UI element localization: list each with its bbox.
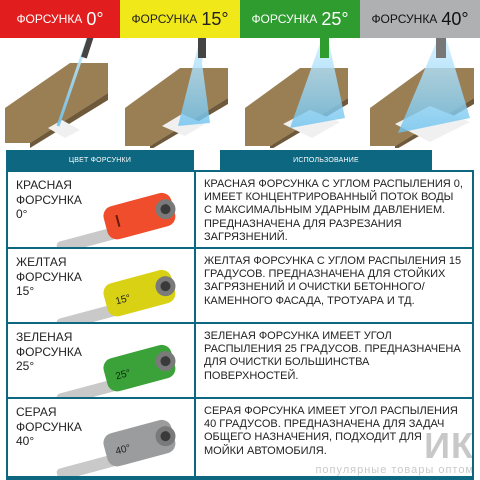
header-label: ФОРСУНКА [16, 12, 83, 26]
header-degree: 0° [86, 8, 104, 29]
header-segment-15deg [120, 0, 240, 38]
header-degree: 40° [441, 8, 469, 29]
spray-illustrations [0, 38, 480, 148]
nozzle-cell [8, 399, 194, 476]
header-label: ФОРСУНКА [131, 12, 198, 26]
nozzle-cell [8, 324, 194, 397]
table-row-yellow [8, 249, 472, 322]
svg-text:40°: 40° [114, 442, 132, 458]
svg-text:15°: 15° [114, 292, 132, 308]
usage-cell [196, 399, 472, 476]
watermark-logo: ИК [424, 425, 474, 466]
header-degree: 25° [321, 8, 349, 29]
spray-illustration-svg [0, 38, 480, 148]
nozzle-name: ЗЕЛЕНАЯ ФОРСУНКА 25° [16, 330, 82, 374]
table-row-gray [8, 399, 472, 476]
watermark-tagline: популярные товары оптом [315, 464, 474, 476]
header-degree: 15° [201, 8, 229, 29]
nozzle-table [6, 170, 474, 480]
nozzle-name: КРАСНАЯ ФОРСУНКА 0° [16, 178, 82, 222]
panel-40deg [370, 38, 474, 148]
nozzle-description: ЗЕЛЕНАЯ ФОРСУНКА ИМЕЕТ УГОЛ РАСПЫЛЕНИЯ 25 ГРАДУСОВ. ПРЕДНАЗНАЧЕНА ДЛЯ ОЧИСТКИ БОЛЬШИНСТВА ПОВЕРХНОСТЕЙ. [204, 330, 461, 382]
gray-nozzle-icon [56, 407, 186, 476]
usage-cell [196, 324, 472, 397]
table-row-red [8, 172, 472, 247]
nozzle-name: СЕРАЯ ФОРСУНКА 40° [16, 405, 82, 449]
panel-25deg [245, 38, 348, 148]
nozzle-description: ЖЕЛТАЯ ФОРСУНКА С УГЛОМ РАСПЫЛЕНИЯ 15 ГРАДУСОВ. ПРЕДНАЗНАЧЕНА ДЛЯ СТОЙКИХ ЗАГРЯЗНЕНИЙ И ОЧИСТКИ БЕТОННОГО/КАМЕННОГО ФАСАДА, ТРОТУАРА И ТД. [204, 255, 462, 307]
panel-15deg [125, 38, 228, 148]
subhead-nozzle-color: ЦВЕТ ФОРСУНКИ [6, 150, 194, 170]
svg-text:25°: 25° [114, 367, 132, 383]
header-label: ФОРСУНКА [251, 12, 318, 26]
nozzle-cell [8, 249, 194, 322]
header-segment-25deg [240, 0, 360, 38]
header-segment-0deg [0, 0, 120, 38]
usage-cell [196, 249, 472, 322]
nozzle-description: СЕРАЯ ФОРСУНКА ИМЕЕТ УГОЛ РАСПЫЛЕНИЯ 40 ГРАДУСОВ. ПРЕДНАЗНАЧЕНА ДЛЯ ЗАДАЧ ОБЩЕГО НАЗНАЧЕНИЯ, ПОДХОДИТ ДЛЯ МОЙКИ АВТОМОБИЛЯ. [204, 405, 458, 457]
nozzle-description: КРАСНАЯ ФОРСУНКА С УГЛОМ РАСПЫЛЕНИЯ 0, ИМЕЕТ КОНЦЕНТРИРОВАННЫЙ ПОТОК ВОДЫ С МАКСИМАЛЬНЫМ УДАРНЫМ ДАВЛЕНИЕМ. ПРЕДНАЗНАЧЕНА ДЛЯ РАЗРЕЗАНИЯ ЗАГРЯЗНЕНИЙ. [204, 178, 463, 243]
header-segment-40deg [360, 0, 480, 38]
nozzle-cell [8, 172, 194, 247]
panel-0deg [5, 38, 108, 148]
green-nozzle-icon [56, 332, 186, 397]
table-row-green [8, 324, 472, 397]
nozzle-name: ЖЕЛТАЯ ФОРСУНКА 15° [16, 255, 82, 299]
yellow-nozzle-icon [56, 257, 186, 322]
usage-cell [196, 172, 472, 247]
subhead-usage: ИСПОЛЬЗОВАНИЕ [220, 150, 432, 170]
red-nozzle-icon [56, 180, 186, 247]
nozzle-color-bar [0, 0, 480, 38]
header-label: ФОРСУНКА [371, 12, 438, 26]
